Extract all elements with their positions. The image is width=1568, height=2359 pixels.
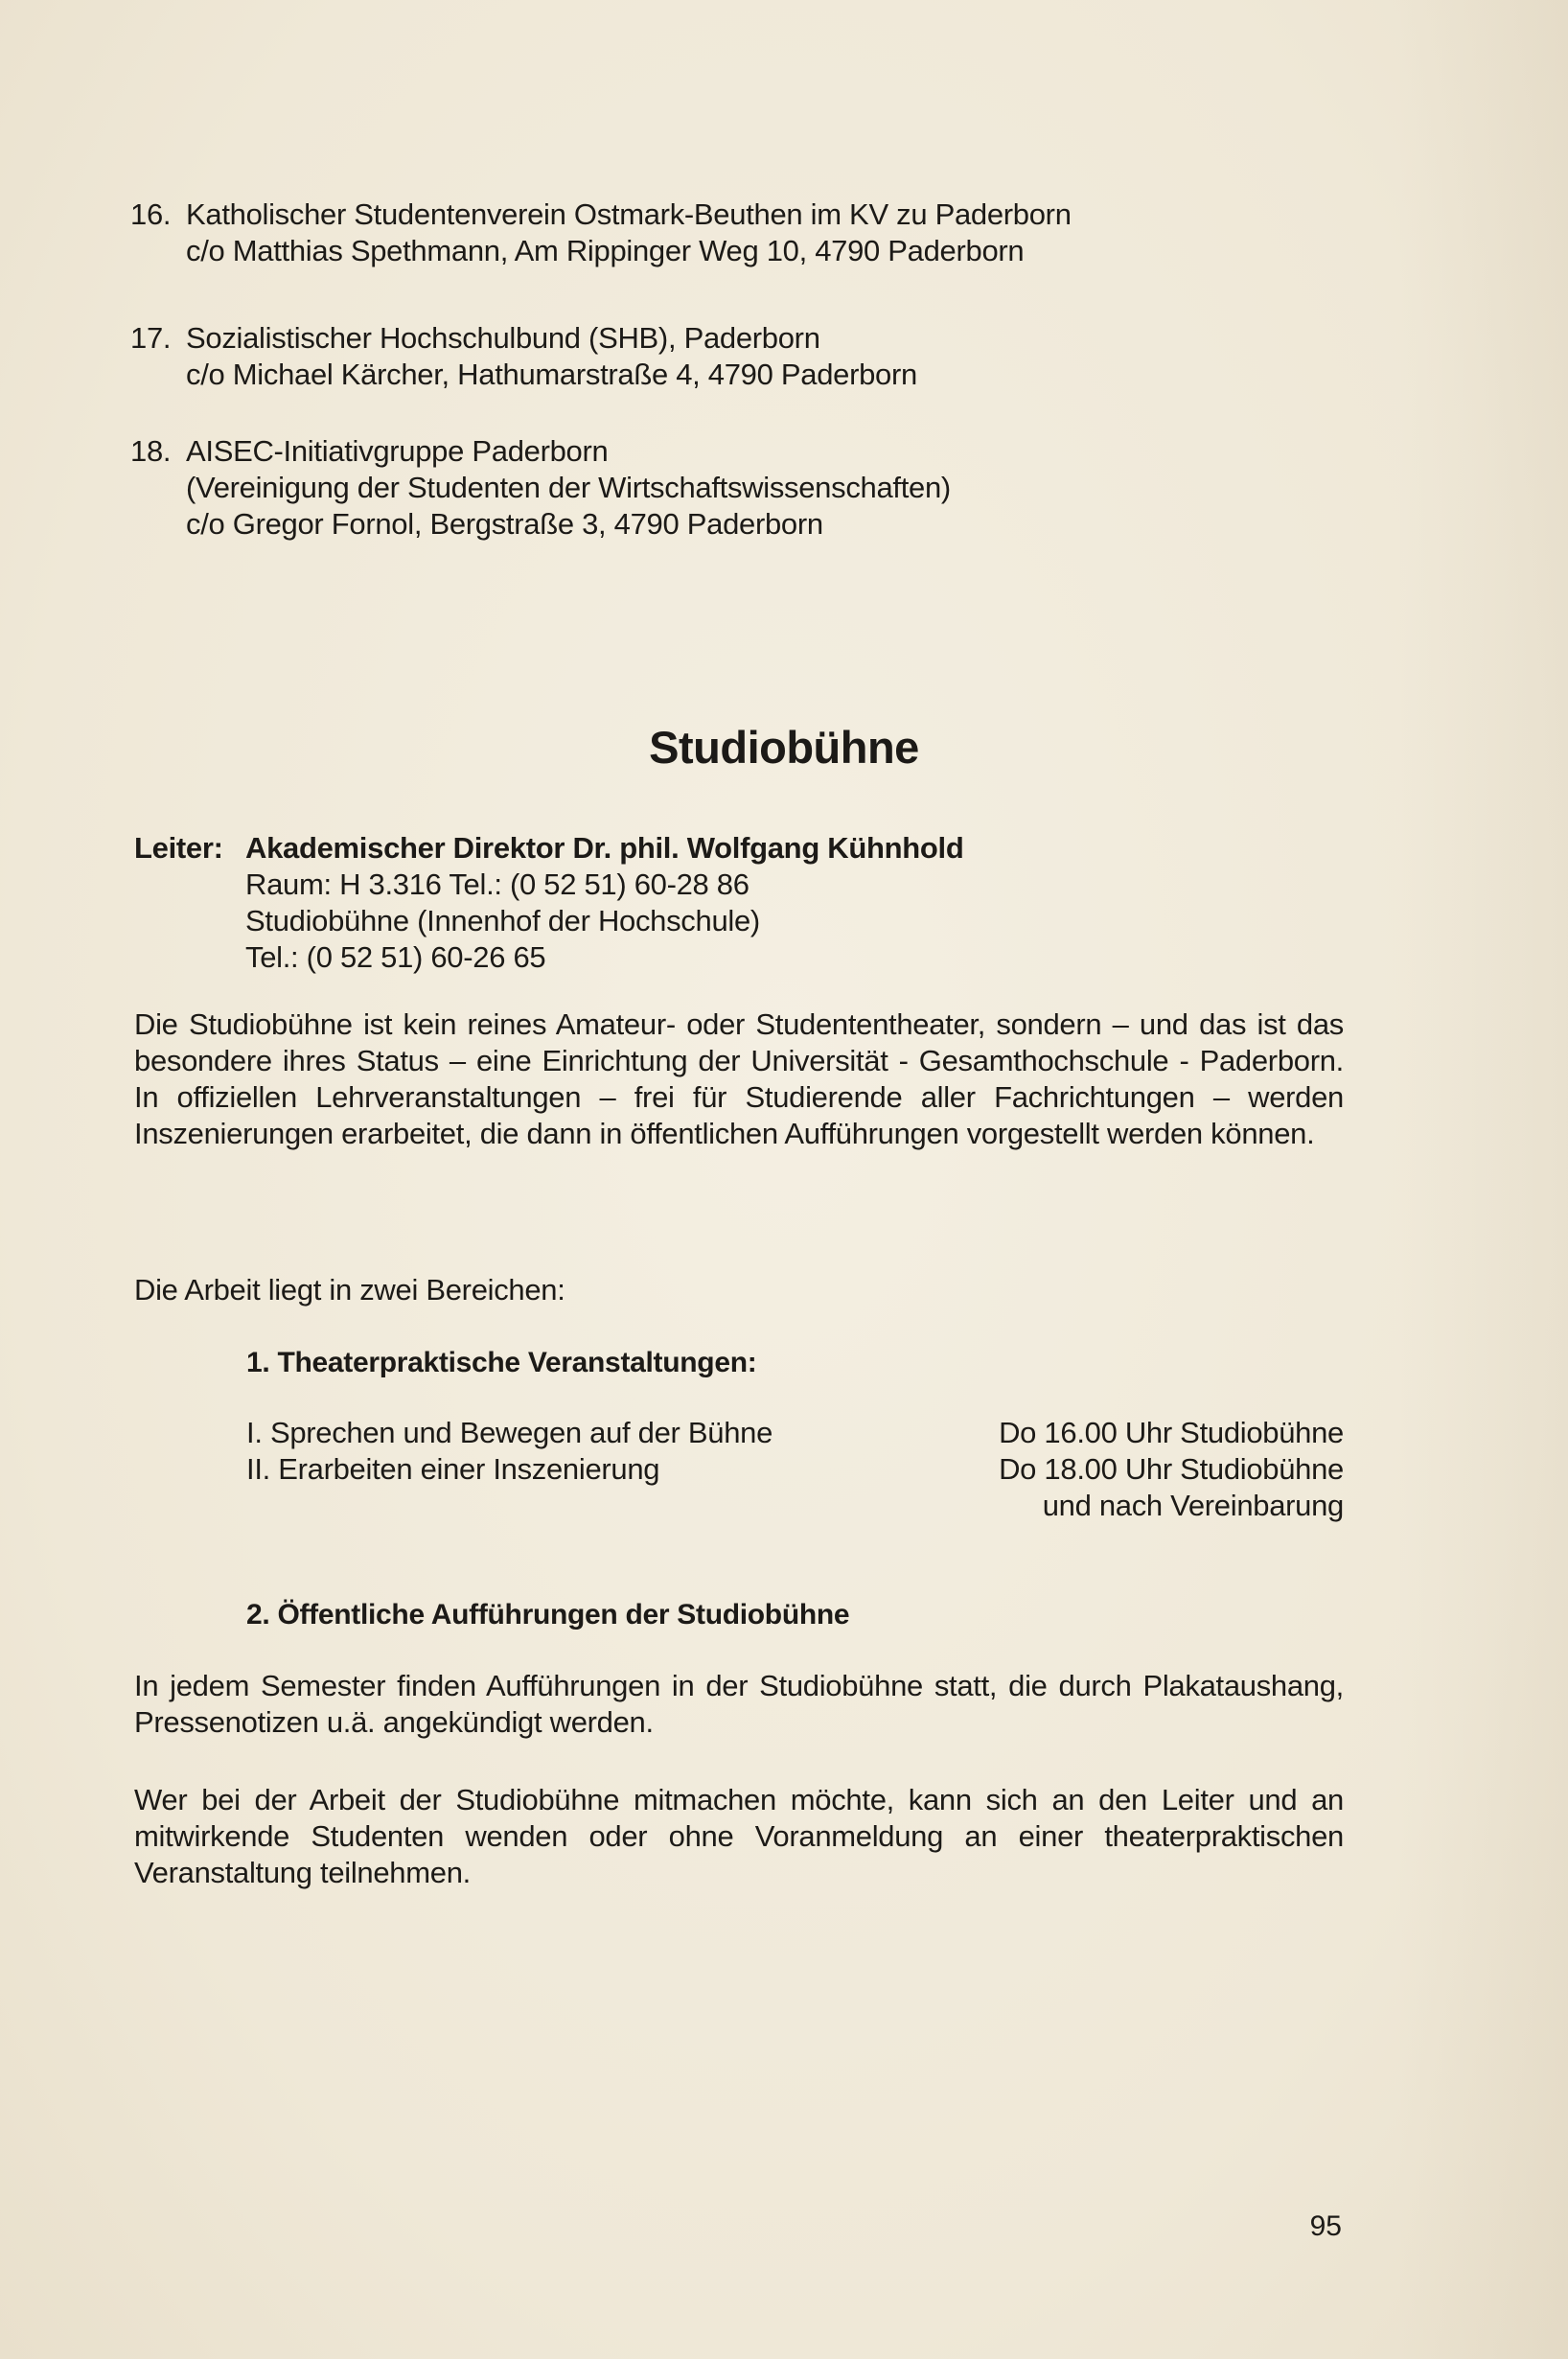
leiter-block bbox=[134, 830, 963, 976]
course-name: II. Erarbeiten einer Inszenierung bbox=[246, 1452, 660, 1486]
course-list bbox=[246, 1415, 1344, 1524]
course-extra-note: und nach Vereinbarung bbox=[1042, 1489, 1344, 1522]
leiter-name: Akademischer Direktor Dr. phil. Wolfgang Kühnhold bbox=[245, 831, 964, 865]
section-title: Studiobühne bbox=[649, 722, 919, 773]
item-number: 16. bbox=[130, 197, 172, 231]
page-number: 95 bbox=[1309, 2210, 1342, 2242]
page-edge-shadow bbox=[1395, 0, 1568, 2359]
course-time: Do 18.00 Uhr Studiobühne bbox=[999, 1452, 1344, 1486]
leiter-phone: Tel.: (0 52 51) 60-26 65 bbox=[245, 940, 546, 974]
leiter-room: Raum: H 3.316 Tel.: (0 52 51) 60-28 86 bbox=[245, 867, 749, 901]
item-number: 18. bbox=[130, 434, 172, 468]
item-address: c/o Gregor Fornol, Bergstraße 3, 4790 Paderborn bbox=[186, 507, 823, 541]
course-time: Do 16.00 Uhr Studiobühne bbox=[999, 1416, 1344, 1449]
list-item bbox=[130, 320, 1376, 393]
item-title: Katholischer Studentenverein Ostmark-Beuthen im KV zu Paderborn bbox=[186, 197, 1072, 231]
leiter-label: Leiter: bbox=[134, 831, 223, 865]
item-address: c/o Matthias Spethmann, Am Rippinger Weg 10, 4790 Paderborn bbox=[186, 234, 1025, 267]
item-address: c/o Michael Kärcher, Hathumarstraße 4, 4790 Paderborn bbox=[186, 358, 917, 391]
list-item bbox=[130, 197, 1376, 269]
leiter-location: Studiobühne (Innenhof der Hochschule) bbox=[245, 904, 760, 937]
areas-intro: Die Arbeit liegt in zwei Bereichen: bbox=[134, 1273, 565, 1307]
course-row bbox=[246, 1415, 1344, 1451]
item-title: Sozialistischer Hochschulbund (SHB), Paderborn bbox=[186, 321, 820, 355]
item-subtitle: (Vereinigung der Studenten der Wirtschaftswissenschaften) bbox=[186, 471, 951, 504]
subheading-auffuehrungen: 2. Öffentliche Aufführungen der Studiobühne bbox=[246, 1599, 850, 1630]
item-number: 17. bbox=[130, 321, 172, 355]
performances-paragraph: In jedem Semester finden Aufführungen in der Studiobühne statt, die durch Plakataushang, Pressenotizen u.ä. angekündigt werden. bbox=[134, 1669, 1344, 1739]
item-title: AISEC-Initiativgruppe Paderborn bbox=[186, 434, 609, 468]
list-item bbox=[130, 433, 1376, 543]
subheading-theaterpraktisch: 1. Theaterpraktische Veranstaltungen: bbox=[246, 1347, 757, 1378]
course-row bbox=[246, 1451, 1344, 1488]
course-name: I. Sprechen und Bewegen auf der Bühne bbox=[246, 1416, 773, 1449]
intro-paragraph: Die Studiobühne ist kein reines Amateur- oder Studententheater, sondern – und das ist das besondere ihres Status – eine Einrichtung der Universität - Gesamthochschule - Paderborn. In offiziellen Lehrveranstaltungen – frei für Studierende aller Fachrichtungen – werden Inszenierungen erarbeitet, die dann in öffentlichen Aufführungen vorgestellt werden können. bbox=[134, 1007, 1344, 1150]
participation-paragraph: Wer bei der Arbeit der Studiobühne mitmachen möchte, kann sich an den Leiter und an mitwirkende Studenten wenden oder ohne Voranmeldung an einer theaterpraktischen Veranstaltung teilnehmen. bbox=[134, 1783, 1344, 1889]
